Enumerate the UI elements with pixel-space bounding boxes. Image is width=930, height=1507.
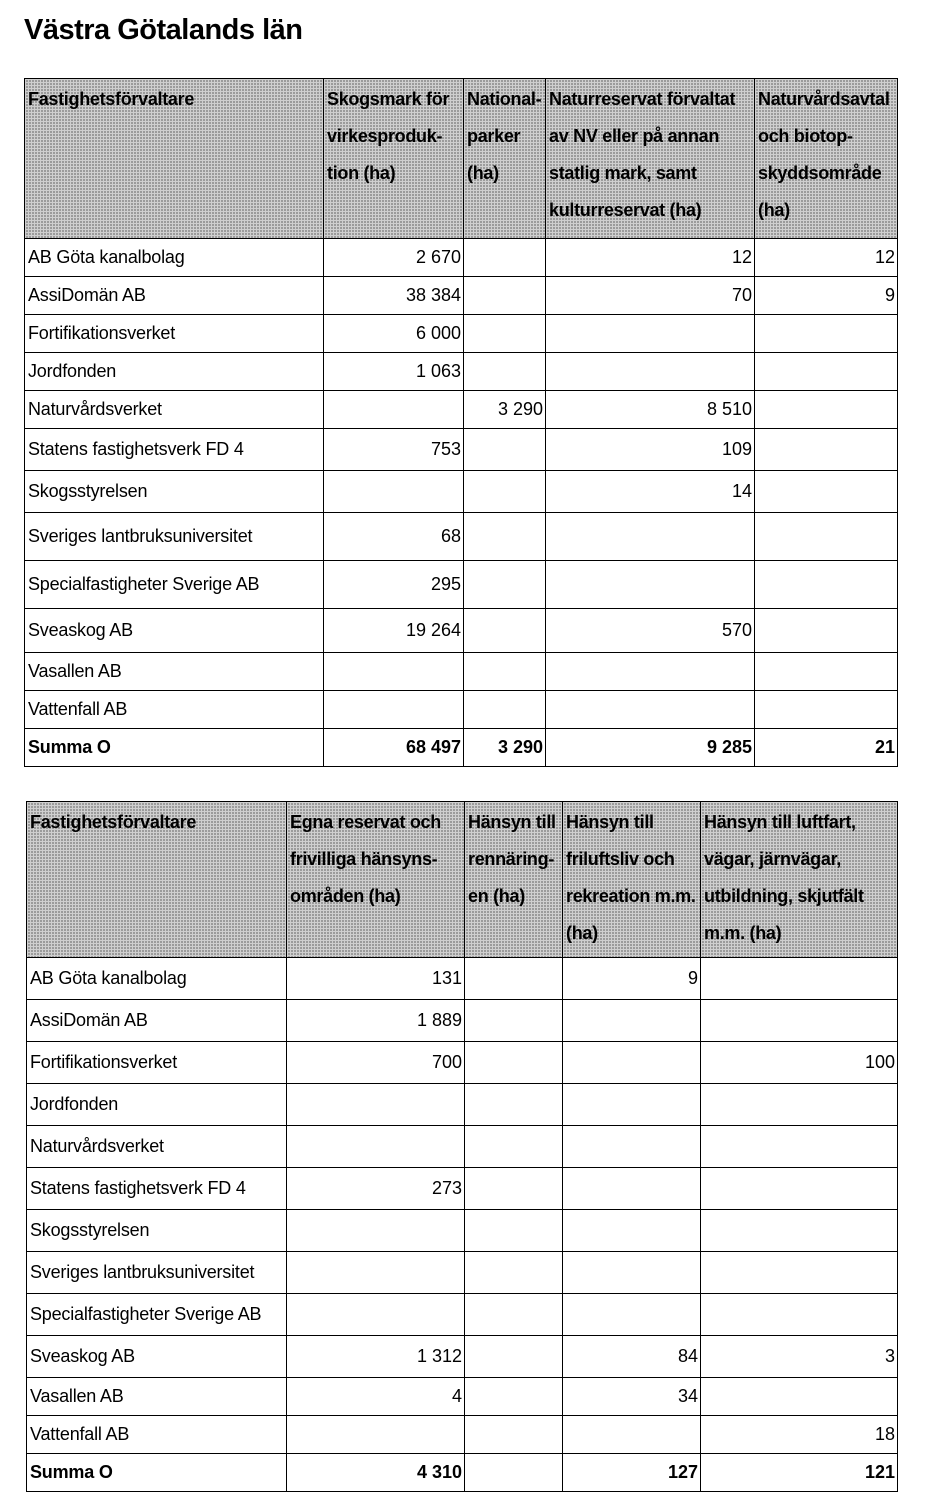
value-cell: 700 <box>287 1042 465 1084</box>
value-cell: 9 <box>563 958 701 1000</box>
header-skogsmark: Skogsmark för virkesproduk-tion (ha) <box>324 79 464 239</box>
row-label-cell: Sveaskog AB <box>25 609 324 653</box>
value-cell <box>465 1126 563 1168</box>
row-label-cell: Fortifikationsverket <box>25 315 324 353</box>
value-cell <box>324 653 464 691</box>
row-label-cell: Naturvårdsverket <box>27 1126 287 1168</box>
header-hansyn-luftfart: Hänsyn till luftfart, vägar, järnvägar, utbildning, skjutfält m.m. (ha) <box>701 802 898 958</box>
table-row <box>27 1000 898 1042</box>
value-cell <box>465 1454 563 1492</box>
value-cell <box>701 1084 898 1126</box>
value-cell: 295 <box>324 561 464 609</box>
value-cell <box>287 1126 465 1168</box>
row-label-cell: Specialfastigheter Sverige AB <box>25 561 324 609</box>
value-cell: 68 <box>324 513 464 561</box>
table-row <box>27 1252 898 1294</box>
table-header-row <box>27 802 898 958</box>
value-cell: 84 <box>563 1336 701 1378</box>
header-naturreservat: Naturreservat förvaltat av NV eller på annan statlig mark, samt kulturreservat (ha) <box>546 79 755 239</box>
value-cell <box>465 1210 563 1252</box>
table-row <box>25 429 898 471</box>
row-label-cell: Statens fastighetsverk FD 4 <box>25 429 324 471</box>
value-cell: 6 000 <box>324 315 464 353</box>
row-label-cell: Summa O <box>25 729 324 767</box>
value-cell <box>464 315 546 353</box>
table-row <box>27 1336 898 1378</box>
value-cell <box>465 1252 563 1294</box>
value-cell <box>755 315 898 353</box>
value-cell <box>563 1126 701 1168</box>
value-cell <box>546 353 755 391</box>
table-row <box>27 1294 898 1336</box>
table-row <box>25 609 898 653</box>
value-cell <box>464 609 546 653</box>
value-cell <box>324 471 464 513</box>
value-cell: 9 <box>755 277 898 315</box>
value-cell: 121 <box>701 1454 898 1492</box>
value-cell <box>464 691 546 729</box>
row-label-cell: AB Göta kanalbolag <box>25 239 324 277</box>
row-label-cell: AB Göta kanalbolag <box>27 958 287 1000</box>
value-cell <box>546 561 755 609</box>
table-row <box>25 353 898 391</box>
value-cell <box>546 513 755 561</box>
value-cell <box>464 353 546 391</box>
value-cell: 1 312 <box>287 1336 465 1378</box>
value-cell <box>464 513 546 561</box>
row-label-cell: Vasallen AB <box>27 1378 287 1416</box>
value-cell: 4 310 <box>287 1454 465 1492</box>
value-cell <box>287 1084 465 1126</box>
value-cell <box>563 1168 701 1210</box>
value-cell <box>563 1252 701 1294</box>
value-cell <box>755 653 898 691</box>
value-cell <box>701 1294 898 1336</box>
header-hansyn-friluftsliv: Hänsyn till friluftsliv och rekreation m.m. (ha) <box>563 802 701 958</box>
table-row <box>25 513 898 561</box>
value-cell <box>563 1000 701 1042</box>
row-label-cell: Jordfonden <box>27 1084 287 1126</box>
value-cell <box>563 1042 701 1084</box>
row-label-cell: Specialfastigheter Sverige AB <box>27 1294 287 1336</box>
value-cell <box>546 691 755 729</box>
value-cell <box>465 1378 563 1416</box>
row-label-cell: AssiDomän AB <box>25 277 324 315</box>
value-cell <box>701 1126 898 1168</box>
table-row <box>25 239 898 277</box>
value-cell: 12 <box>755 239 898 277</box>
value-cell: 1 063 <box>324 353 464 391</box>
value-cell: 14 <box>546 471 755 513</box>
row-label-cell: Sveriges lantbruksuniversitet <box>25 513 324 561</box>
row-label-cell: Fortifikationsverket <box>27 1042 287 1084</box>
value-cell <box>465 1168 563 1210</box>
row-label-cell: Skogsstyrelsen <box>25 471 324 513</box>
value-cell <box>755 471 898 513</box>
row-label-cell: Skogsstyrelsen <box>27 1210 287 1252</box>
table-row <box>25 653 898 691</box>
row-label-cell: Vattenfall AB <box>27 1416 287 1454</box>
value-cell: 3 290 <box>464 391 546 429</box>
value-cell: 3 290 <box>464 729 546 767</box>
header-egna-reservat: Egna reservat och frivilliga hänsyns-områden (ha) <box>287 802 465 958</box>
value-cell: 3 <box>701 1336 898 1378</box>
value-cell: 100 <box>701 1042 898 1084</box>
row-label-cell: Sveaskog AB <box>27 1336 287 1378</box>
value-cell <box>464 561 546 609</box>
forest-land-table-2 <box>26 801 898 1492</box>
value-cell: 18 <box>701 1416 898 1454</box>
value-cell <box>755 691 898 729</box>
value-cell <box>465 1000 563 1042</box>
value-cell <box>287 1416 465 1454</box>
value-cell <box>465 1294 563 1336</box>
value-cell <box>287 1252 465 1294</box>
value-cell: 9 285 <box>546 729 755 767</box>
value-cell <box>465 1042 563 1084</box>
table-row <box>25 471 898 513</box>
value-cell <box>563 1210 701 1252</box>
value-cell <box>546 653 755 691</box>
table-row <box>25 561 898 609</box>
row-label-cell: AssiDomän AB <box>27 1000 287 1042</box>
value-cell <box>324 691 464 729</box>
header-fastighetsforvaltare: Fastighetsförvaltare <box>25 79 324 239</box>
value-cell <box>563 1294 701 1336</box>
table-row <box>25 277 898 315</box>
row-label-cell: Sveriges lantbruksuniversitet <box>27 1252 287 1294</box>
value-cell <box>465 1084 563 1126</box>
table-row <box>27 1378 898 1416</box>
table-row <box>25 315 898 353</box>
value-cell: 4 <box>287 1378 465 1416</box>
value-cell <box>464 277 546 315</box>
value-cell <box>701 1378 898 1416</box>
value-cell <box>464 471 546 513</box>
value-cell <box>465 1416 563 1454</box>
row-label-cell: Naturvårdsverket <box>25 391 324 429</box>
value-cell <box>755 429 898 471</box>
value-cell <box>546 315 755 353</box>
value-cell: 273 <box>287 1168 465 1210</box>
value-cell <box>701 958 898 1000</box>
value-cell: 131 <box>287 958 465 1000</box>
value-cell <box>464 429 546 471</box>
table-row <box>27 1416 898 1454</box>
table-row <box>27 1084 898 1126</box>
value-cell: 68 497 <box>324 729 464 767</box>
header-hansyn-rennaring: Hänsyn till rennäring-en (ha) <box>465 802 563 958</box>
value-cell <box>287 1294 465 1336</box>
value-cell: 753 <box>324 429 464 471</box>
value-cell <box>701 1210 898 1252</box>
value-cell <box>464 653 546 691</box>
summary-row <box>25 729 898 767</box>
table-row <box>25 391 898 429</box>
row-label-cell: Vasallen AB <box>25 653 324 691</box>
value-cell <box>563 1084 701 1126</box>
value-cell <box>701 1168 898 1210</box>
header-naturvardsavtal: Naturvårdsavtal och biotop-skyddsområde (ha) <box>755 79 898 239</box>
table-row <box>27 1126 898 1168</box>
forest-land-table-1 <box>24 78 898 767</box>
value-cell <box>563 1416 701 1454</box>
value-cell: 8 510 <box>546 391 755 429</box>
row-label-cell: Jordfonden <box>25 353 324 391</box>
value-cell <box>701 1000 898 1042</box>
value-cell: 21 <box>755 729 898 767</box>
table-row <box>27 958 898 1000</box>
table-row <box>27 1210 898 1252</box>
table-row <box>27 1042 898 1084</box>
value-cell: 109 <box>546 429 755 471</box>
value-cell: 2 670 <box>324 239 464 277</box>
value-cell <box>465 1336 563 1378</box>
value-cell <box>755 561 898 609</box>
row-label-cell: Statens fastighetsverk FD 4 <box>27 1168 287 1210</box>
page-title: Västra Götalands län <box>24 14 303 46</box>
value-cell <box>464 239 546 277</box>
value-cell: 570 <box>546 609 755 653</box>
value-cell <box>324 391 464 429</box>
header-fastighetsforvaltare: Fastighetsförvaltare <box>27 802 287 958</box>
value-cell <box>287 1210 465 1252</box>
value-cell <box>755 353 898 391</box>
value-cell: 19 264 <box>324 609 464 653</box>
value-cell: 34 <box>563 1378 701 1416</box>
header-nationalparker: National-parker (ha) <box>464 79 546 239</box>
value-cell <box>701 1252 898 1294</box>
value-cell: 12 <box>546 239 755 277</box>
value-cell <box>755 609 898 653</box>
value-cell: 127 <box>563 1454 701 1492</box>
value-cell <box>465 958 563 1000</box>
table-row <box>27 1168 898 1210</box>
row-label-cell: Vattenfall AB <box>25 691 324 729</box>
value-cell <box>755 391 898 429</box>
row-label-cell: Summa O <box>27 1454 287 1492</box>
table-row <box>25 691 898 729</box>
summary-row <box>27 1454 898 1492</box>
value-cell: 70 <box>546 277 755 315</box>
value-cell <box>755 513 898 561</box>
value-cell: 1 889 <box>287 1000 465 1042</box>
table-header-row <box>25 79 898 239</box>
value-cell: 38 384 <box>324 277 464 315</box>
